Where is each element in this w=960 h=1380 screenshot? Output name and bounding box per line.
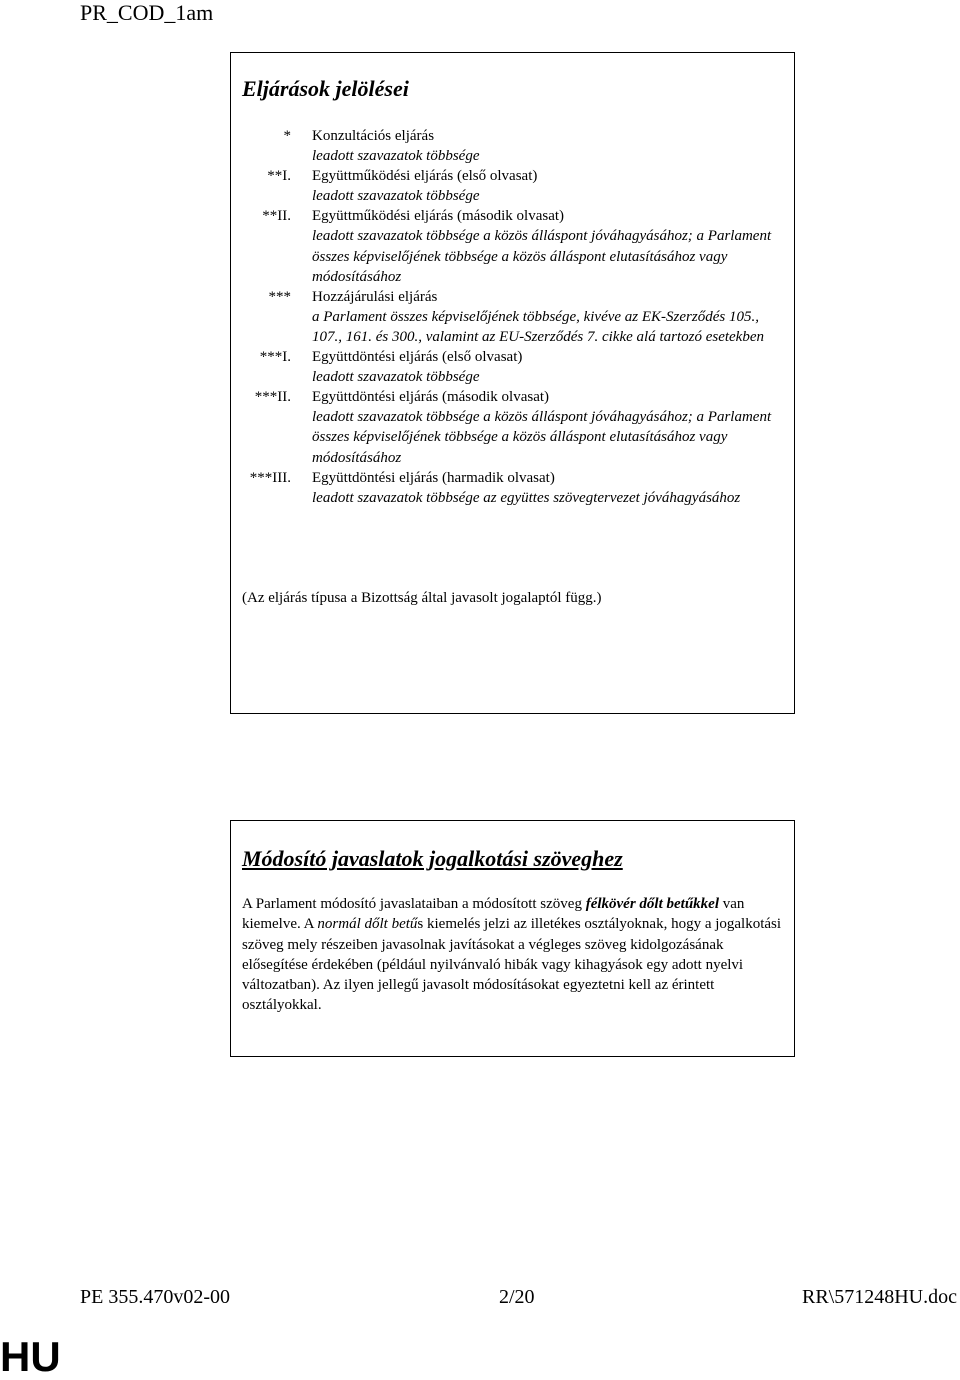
procedure-item — [231, 287, 791, 347]
procedure-name: Hozzájárulási eljárás — [312, 288, 438, 305]
procedures-legend-box — [230, 52, 795, 714]
procedure-item — [231, 166, 791, 206]
explanation-text: s kiemelés jelzi az illetékes osztályoknak, hogy a jogalkotási szöveg mely részeiben javasolnak javításokat a végleges szöveg kidolgozásának elősegítése érdekében (például nyilvánvaló hibák vagy kihagyások egy adott nyelvi változatban). Az ilyen jellegű javasolt módosításokat egyeztetni kell az érintett osztályokkal. — [242, 916, 782, 1014]
procedure-name: Együttműködési eljárás (első olvasat) — [312, 168, 538, 185]
amendments-title: Módosító javaslatok jogalkotási szöveghez — [242, 846, 623, 871]
procedure-item — [231, 387, 791, 467]
procedure-majority: leadott szavazatok többsége a közös álláspont jóváhagyásához; a Parlament összes képviselőjének többsége a közös álláspont elutasításához vagy módosításához — [312, 228, 772, 285]
procedure-name: Konzultációs eljárás — [312, 128, 435, 144]
procedure-majority: leadott szavazatok többsége — [312, 188, 480, 205]
procedure-code: * — [283, 128, 291, 144]
procedure-majority: leadott szavazatok többsége az együttes szövegtervezet jóváhagyásához — [312, 489, 741, 506]
procedure-item — [231, 206, 791, 286]
amendments-box — [230, 820, 795, 1057]
language-code: HU — [0, 1333, 61, 1380]
procedures-title: Eljárások jelölései — [242, 76, 409, 101]
procedure-code: **II. — [262, 208, 291, 225]
procedure-majority: leadott szavazatok többsége — [312, 148, 480, 165]
procedures-list — [231, 126, 791, 508]
document-reference: PR_COD_1am — [80, 0, 214, 25]
procedure-code: ***III. — [249, 469, 291, 486]
procedure-code: ***II. — [254, 389, 291, 406]
procedure-name: Együttdöntési eljárás (második olvasat) — [312, 389, 550, 406]
explanation-text: van kiemelve. A — [242, 896, 745, 933]
procedure-majority: leadott szavazatok többsége — [312, 369, 480, 386]
procedure-code: **I. — [267, 168, 291, 185]
procedure-type-note: (Az eljárás típusa a Bizottság által javasolt jogalaptól függ.) — [242, 590, 602, 606]
procedure-majority: leadott szavazatok többsége a közös álláspont jóváhagyásához; a Parlament összes képviselőjének többsége a közös álláspont elutasításához vagy módosításához — [312, 409, 772, 466]
procedure-code: ***I. — [259, 349, 291, 366]
procedure-name: Együttműködési eljárás (második olvasat) — [312, 208, 565, 225]
procedure-code: *** — [268, 288, 291, 305]
footer-document-number: PE 355.470v02-00 — [80, 1286, 230, 1308]
procedure-name: Együttdöntési eljárás (harmadik olvasat) — [312, 469, 555, 486]
procedure-majority: a Parlament összes képviselőjének többsége, kivéve az EK-Szerződés 105., 107., 161. és 300., valamint az EU-Szerződés 7. cikke alá tartozó esetekben — [312, 308, 764, 345]
procedure-item — [231, 468, 791, 508]
procedure-item — [231, 347, 791, 387]
italic-example: normál dőlt betű — [317, 916, 418, 933]
bold-italic-example: félkövér dőlt betűkkel — [585, 896, 720, 912]
footer-file-reference: RR\571248HU.doc — [802, 1286, 957, 1308]
footer-page-number: 2/20 — [499, 1286, 535, 1308]
procedure-name: Együttdöntési eljárás (első olvasat) — [312, 349, 523, 366]
procedure-item — [231, 126, 791, 166]
explanation-text: A Parlament módosító javaslataiban a módosított szöveg — [242, 896, 586, 912]
amendments-explanation — [242, 894, 782, 1016]
